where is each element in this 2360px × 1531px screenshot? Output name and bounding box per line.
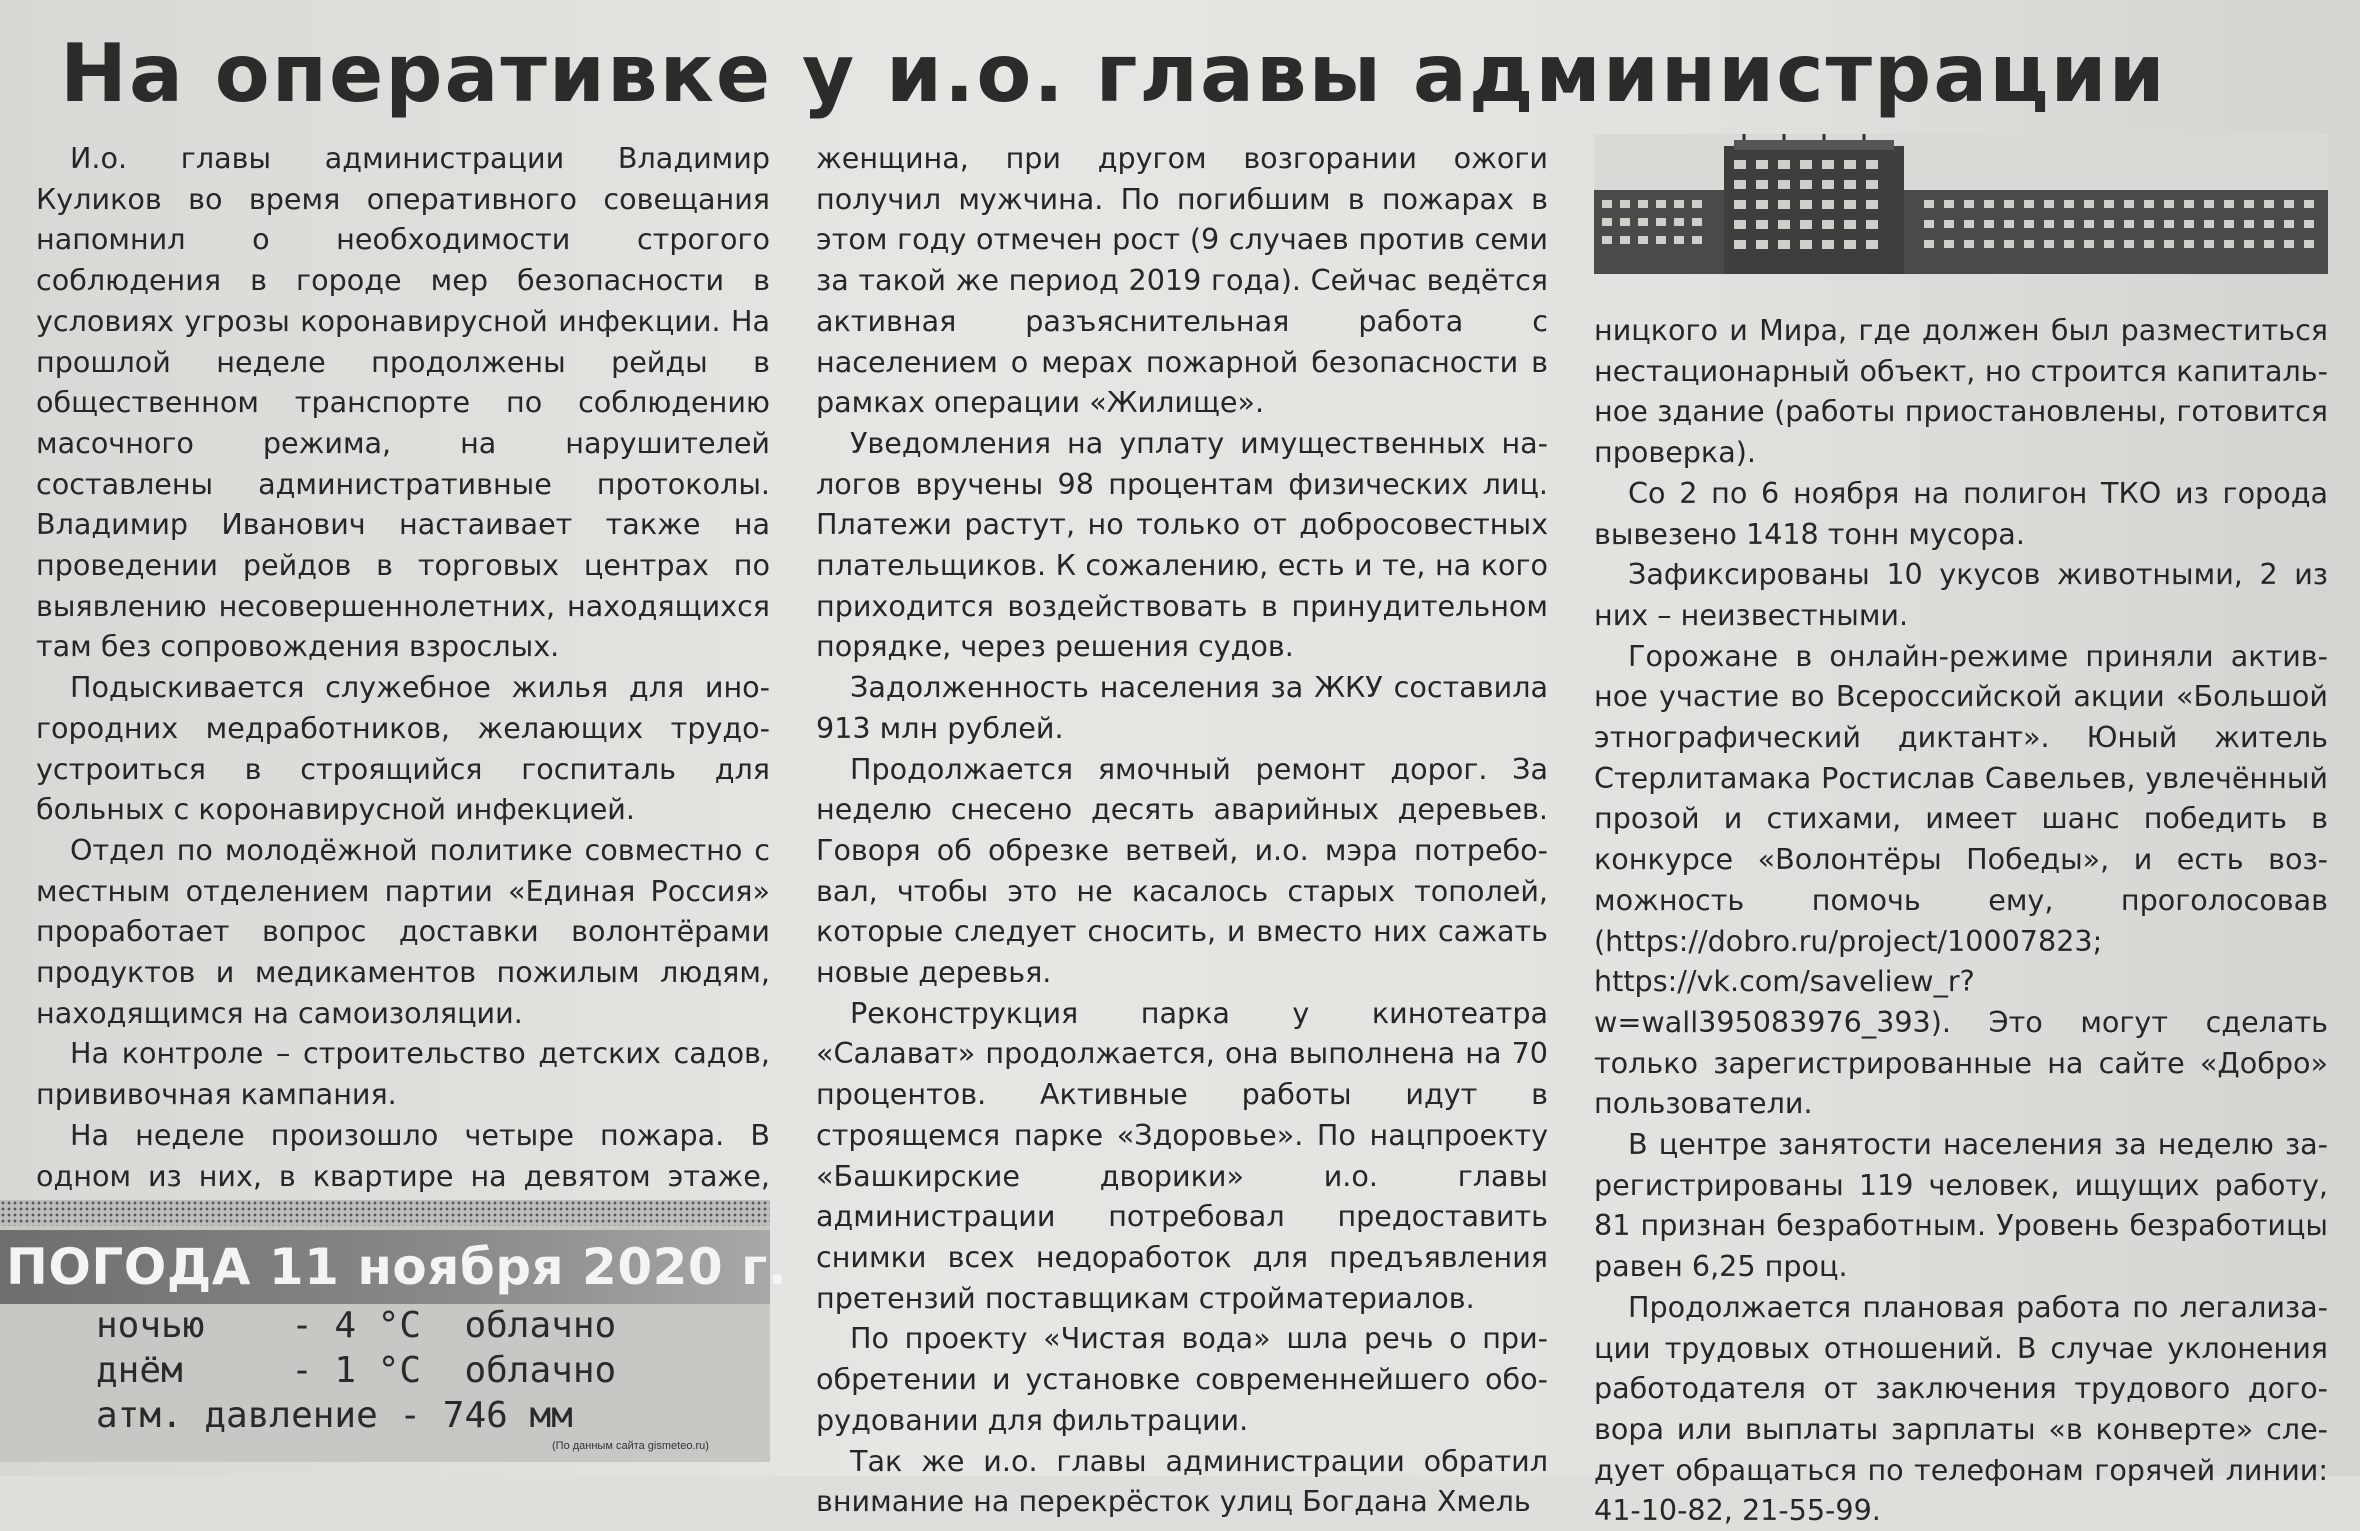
article-headline: На оперативке у и.о. главы администрации bbox=[60, 27, 2167, 120]
paragraph: Продолжается ямочный ремонт дорог. За неделю снесено десять аварийных деревьев. Говоря об обрезке ветвей, и.о. мэра потребовал, чтобы это не касалось старых тополей, которые следует сносить, и вместо них сажать новые деревья. bbox=[816, 751, 1548, 990]
article-column-3 bbox=[1594, 310, 2328, 1531]
paragraph: Отдел по молодёжной политике совместно с местным отделением партии «Единая Россия» проработает вопрос доставки волонтёрами продуктов и медикаментов пожилым людям, находящимся на самоизоляции. bbox=[36, 832, 770, 1030]
paragraph: Зафиксированы 10 укусов животными, 2 из них – неизвестными. bbox=[1594, 557, 2328, 632]
paragraph: Задолженность населения за ЖКУ составила 913 млн рублей. bbox=[816, 670, 1548, 745]
paragraph: Горожане в онлайн-режиме приняли активное участие во Всероссийской акции «Большой этнографический диктант». Юный житель Стерлитамака Ростислав Савельев, увлечённый прозой и стихами, имеет шанс победить в конкурсе «Волонтёры Победы», и есть возможность помочь ему, проголосовав (https://dobro.ru/project/10007823; https://vk.com/saveliew_r?w=wall395083976_393). Это могут сделать только зарегистрированные на сайте «Добро» пользователи. bbox=[1594, 638, 2328, 1121]
paragraph: Подыскивается служебное жилья для иногородних медработников, желающих трудоустроиться в строящийся госпиталь для больных с коронавирусной инфекцией. bbox=[36, 670, 770, 827]
paragraph: ницкого и Мира, где должен был разместиться нестационарный объект, но строится капитальное здание (работы приостановлены, готовится проверка). bbox=[1594, 313, 2328, 470]
paragraph: Продолжается плановая работа по легализации трудовых отношений. В случае уклонения работодателя от заключения трудового договора или выплаты зарплаты «в конверте» следует обращаться по телефонам горячей линии: 41-10-82, 21-55-99. bbox=[1594, 1289, 2328, 1528]
paragraph: В центре занятости населения за неделю зарегистрированы 119 человек, ищущих работу, 81 признан безработным. Уровень безработицы равен 6,25 проц. bbox=[1594, 1127, 2328, 1284]
paragraph: Реконструкция парка у кинотеатра «Салават» продолжается, она выполнена на 70 процентов. Активные работы идут в строящемся парке «Здоровье». По нацпроекту «Башкирские дворики» и.о. главы администрации потребовал предоставить снимки всех недоработок для предъявления претензий поставщикам стройматериалов. bbox=[816, 995, 1548, 1315]
weather-day: днём - 1 °С облачно bbox=[96, 1350, 617, 1391]
weather-night: ночью - 4 °С облачно bbox=[96, 1305, 617, 1346]
paragraph: Со 2 по 6 ноября на полигон ТКО из города вывезено 1418 тонн мусора. bbox=[1594, 475, 2328, 551]
weather-box bbox=[0, 1200, 788, 1462]
weather-pressure: атм. давление - 746 мм bbox=[96, 1395, 573, 1436]
weather-source-credit: (По данным сайта gismeteo.ru) bbox=[552, 1440, 709, 1452]
administration-building-illustration bbox=[1594, 134, 2328, 274]
paragraph: Уведомления на уплату имущественных налогов вручены 98 процентам физических лиц. Платежи растут, но только от добросовестных плательщиков. К сожалению, есть и те, на кого приходится воздействовать в принудительном порядке, через решения судов. bbox=[816, 425, 1548, 664]
paragraph: По проекту «Чистая вода» шла речь о приобретении и установке современнейшего оборудовании для фильтрации. bbox=[816, 1321, 1548, 1437]
article-column-2 bbox=[816, 138, 1548, 1522]
paragraph: женщина, при другом возгорании ожоги получил мужчина. По погибшим в пожарах в этом году отмечен рост (9 случаев против семи за такой же период 2019 года). Сейчас ведётся активная разъяснительная работа с населением о мерах пожарной безопасности в рамках операции «Жилище». bbox=[816, 141, 1548, 420]
paragraph: На неделе произошло четыре пожара. В одном из них, в квартире на девятом этаже, bbox=[36, 1117, 770, 1193]
weather-dotted-rule bbox=[0, 1200, 770, 1226]
paragraph: И.о. главы администрации Владимир Куликов во время оперативного совещания напомнил о необходимости строгого соблюдения в городе мер безопасности в условиях угрозы коронавирусной инфекции. На прошлой неделе продолжены рейды в общественном транспорте по соблюдению масочного режима, на нарушителей составлены административные протоколы. Владимир Иванович настаивает также на проведении рейдов в торговых центрах по выявлению несовершеннолетних, находящихся там без сопровождения взрослых. bbox=[36, 141, 770, 664]
weather-title: ПОГОДА 11 ноября 2020 г. bbox=[6, 1238, 788, 1296]
paragraph: Так же и.о. главы администрации обратил внимание на перекрёсток улиц Богдана Хмель bbox=[816, 1443, 1548, 1519]
paragraph: На контроле – строительство детских садов, прививочная кампания. bbox=[36, 1036, 770, 1112]
article-column-1 bbox=[36, 138, 770, 1237]
